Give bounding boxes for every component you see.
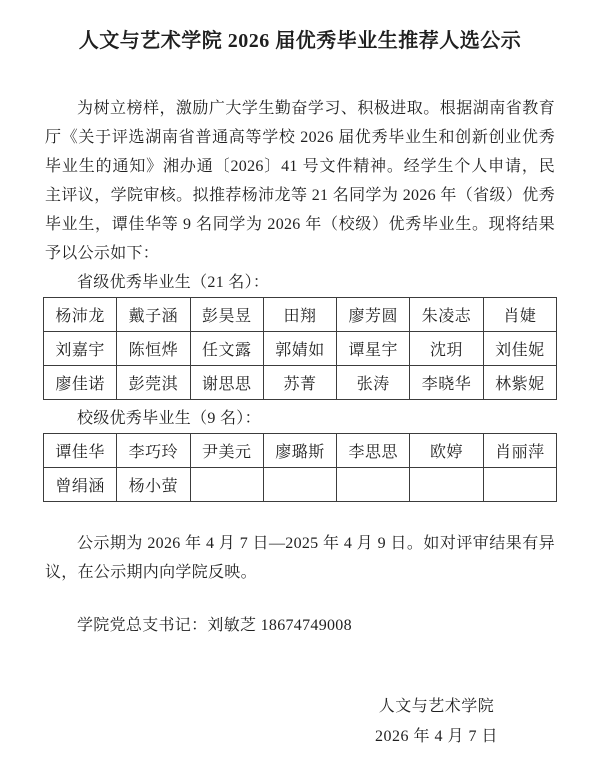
- intro-paragraph: 为树立榜样，激励广大学生勤奋学习、积极进取。根据湖南省教育厅《关于评选湖南省普通高等学校 2026 届优秀毕业生和创新创业优秀毕业生的通知》湘办通〔2026〕41 号文件精神。经学生个人申请，民主评议，学院审核。拟推荐杨沛龙等 21 名同学为 2026 年（省级）优秀毕业生，谭佳华等 9 名同学为 2026 年（校级）优秀毕业生。现将结果予以公示如下：: [45, 100, 555, 262]
- provincial-section-heading: 省级优秀毕业生（21 名）：: [77, 274, 270, 291]
- table-cell: 郭婧如: [263, 332, 336, 366]
- table-cell: [190, 468, 263, 502]
- table-row: [44, 434, 557, 468]
- table-row: [44, 468, 557, 502]
- table-cell: 曾绢涵: [44, 468, 117, 502]
- table-cell: 张涛: [337, 366, 410, 400]
- table-cell: 任文露: [190, 332, 263, 366]
- contact-line: 学院党总支书记：刘敏芝 18674749008: [77, 617, 352, 634]
- table-cell: 廖璐斯: [263, 434, 336, 468]
- table-cell: 田翔: [263, 298, 336, 332]
- page-title: 人文与艺术学院 2026 届优秀毕业生推荐人选公示: [78, 30, 522, 52]
- table-cell: 谭佳华: [44, 434, 117, 468]
- provincial-graduates-table: [43, 297, 557, 400]
- signature-block: [375, 692, 498, 752]
- table-row: [44, 366, 557, 400]
- signature-date: 2026 年 4 月 7 日: [374, 728, 498, 745]
- table-cell: 刘佳妮: [483, 332, 556, 366]
- table-cell: 李晓华: [410, 366, 483, 400]
- table-cell: 杨小萤: [117, 468, 190, 502]
- table-cell: 谭星宇: [337, 332, 410, 366]
- notice-period-paragraph: 公示期为 2026 年 4 月 7 日—2025 年 4 月 9 日。如对评审结果有异议，在公示期内向学院反映。: [45, 535, 555, 581]
- table-cell: 朱凌志: [410, 298, 483, 332]
- table-cell: 杨沛龙: [44, 298, 117, 332]
- table-cell: 廖芳圆: [337, 298, 410, 332]
- table-cell: 刘嘉宇: [44, 332, 117, 366]
- table-cell: 戴子涵: [117, 298, 190, 332]
- table-cell: 彭莞淇: [117, 366, 190, 400]
- table-cell: 谢思思: [190, 366, 263, 400]
- school-graduates-table: [43, 433, 557, 502]
- table-cell: 欧婷: [410, 434, 483, 468]
- table-cell: [410, 468, 483, 502]
- table-cell: 肖婕: [483, 298, 556, 332]
- table-cell: 林紫妮: [483, 366, 556, 400]
- table-cell: 沈玥: [410, 332, 483, 366]
- table-cell: 苏菁: [263, 366, 336, 400]
- table-cell: 陈恒烨: [117, 332, 190, 366]
- table-cell: [483, 468, 556, 502]
- table-row: [44, 332, 557, 366]
- table-row: [44, 298, 557, 332]
- school-section-heading: 校级优秀毕业生（9 名）：: [77, 410, 261, 427]
- table-cell: 肖丽萍: [483, 434, 556, 468]
- table-cell: [337, 468, 410, 502]
- table-cell: [263, 468, 336, 502]
- table-cell: 廖佳诺: [44, 366, 117, 400]
- table-cell: 尹美元: [190, 434, 263, 468]
- table-cell: 李思思: [337, 434, 410, 468]
- table-cell: 彭昊昱: [190, 298, 263, 332]
- signature-org: 人文与艺术学院: [378, 698, 495, 715]
- table-cell: 李巧玲: [117, 434, 190, 468]
